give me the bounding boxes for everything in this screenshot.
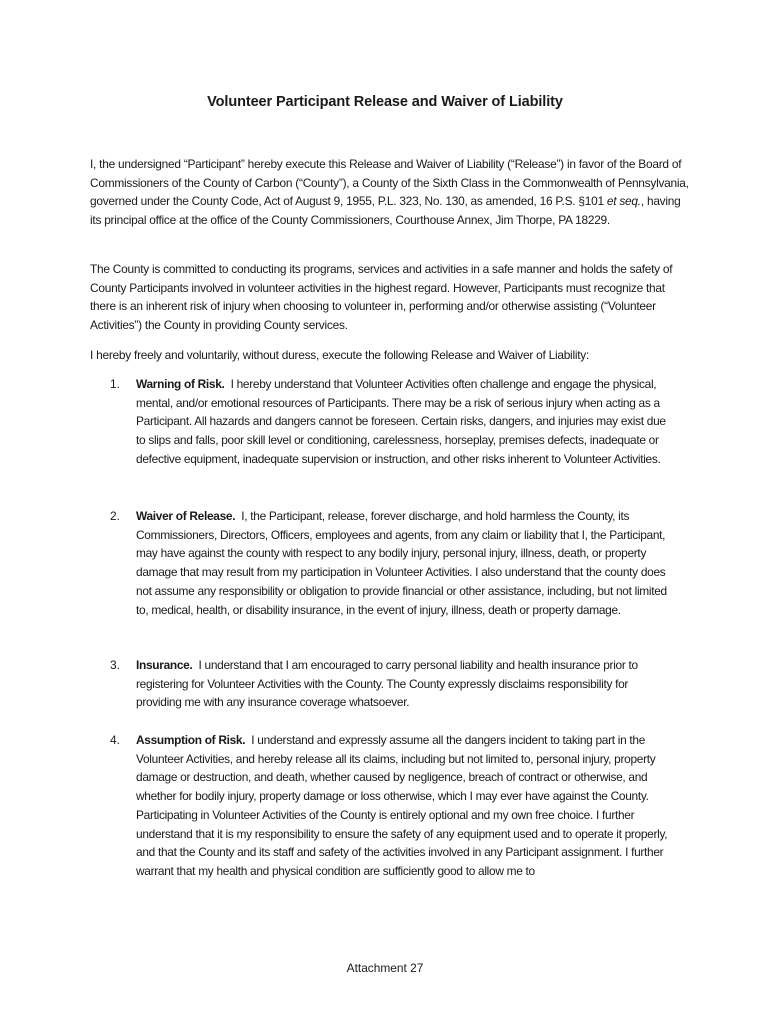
list-item-number: 3.: [110, 658, 120, 672]
list-item-number: 1.: [110, 377, 120, 391]
list-item-heading: Warning of Risk.: [136, 377, 225, 391]
intro-paragraph-1-text-end: , having its principal office at the office of the County Commissioners, Courthouse Annex, Jim Thorpe, PA 18229.: [90, 194, 681, 228]
list-item-body: [136, 375, 676, 469]
intro-paragraph-3: I hereby freely and voluntarily, without duress, execute the following Release and Waiver of Liability:: [90, 348, 590, 362]
list-item-text: I understand that I am encouraged to carry personal liability and health insurance prior to registering for Volunteer Activities with the County. The County expressly disclaims responsibility for providing me with any insurance coverage whatsoever.: [136, 658, 638, 710]
list-item-heading: Insurance.: [136, 658, 193, 672]
list-item-text: I understand and expressly assume all the dangers incident to taking part in the Volunteer Activities, and hereby release all its claims, including but not limited to, personal injury, property damage or destruction, and death, whether caused by negligence, breach of contract or otherwise, and whether for bodily injury, property damage or loss otherwise, which I may ever have against the County. Participating in Volunteer Activities of the County is entirely optional and my own free choice. I further understand that it is my responsibility to ensure the safety of any equipment used and to operate it properly, and that the County and its staff and safety of the activities involved in any Participant assignment. I further warrant that my health and physical condition are sufficiently good to allow me to: [136, 733, 668, 878]
list-item-text: I hereby understand that Volunteer Activities often challenge and engage the physical, mental, and/or emotional resources of Participants. There may be a risk of serious injury when acting as a Participant. All hazards and dangers cannot be foreseen. Certain risks, dangers, and injuries may exist due to slips and falls, poor skill level or conditioning, carelessness, horseplay, premises defects, inadequate or defective equipment, inadequate supervision or instruction, and other risks inherent to Volunteer Activities.: [136, 377, 666, 466]
list-item-text: I, the Participant, release, forever discharge, and hold harmless the County, its Commissioners, Directors, Officers, employees and agents, from any claim or liability that I, the Participant, may have against the county with respect to any bodily injury, personal injury, illness, death, or property damage that may result from my participation in Volunteer Activities. I also understand that the county does not assume any responsibility or obligation to provide financial or other assistance, including, but not limited to, medical, health, or disability insurance, in the event of injury, illness, death or property damage.: [136, 509, 667, 617]
intro-paragraph-1-text: I, the undersigned “Participant” hereby execute this Release and Waiver of Liability (“Release”) in favor of the Board of Commissioners of the County of Carbon (“County”), a County of the Sixth Class in the Commonwealth of Pennsylvania, governed under the County Code, Act of August 9, 1955, P.L. 323, No. 130, as amended, 16 P.S. §101: [90, 157, 689, 209]
list-item-body: [136, 507, 676, 619]
list-item-body: [136, 731, 676, 881]
list-item-heading: Waiver of Release.: [136, 509, 236, 523]
intro-paragraph-1: [90, 155, 690, 230]
list-item-body: [136, 656, 676, 712]
list-item-heading: Assumption of Risk.: [136, 733, 246, 747]
list-item-number: 2.: [110, 509, 120, 523]
document-title: Volunteer Participant Release and Waiver of Liability: [207, 94, 563, 110]
page-footer: Attachment 27: [346, 961, 424, 975]
intro-paragraph-1-italic: et seq.: [606, 194, 641, 209]
list-item-number: 4.: [110, 733, 120, 747]
intro-paragraph-2: The County is committed to conducting its programs, services and activities in a safe manner and holds the safety of County Participants involved in volunteer activities in the highest regard. However, Participants must recognize that there is an inherent risk of injury when choosing to volunteer in, performing and/or otherwise assisting (“Volunteer Activities”) the County in providing County services.: [90, 262, 673, 333]
